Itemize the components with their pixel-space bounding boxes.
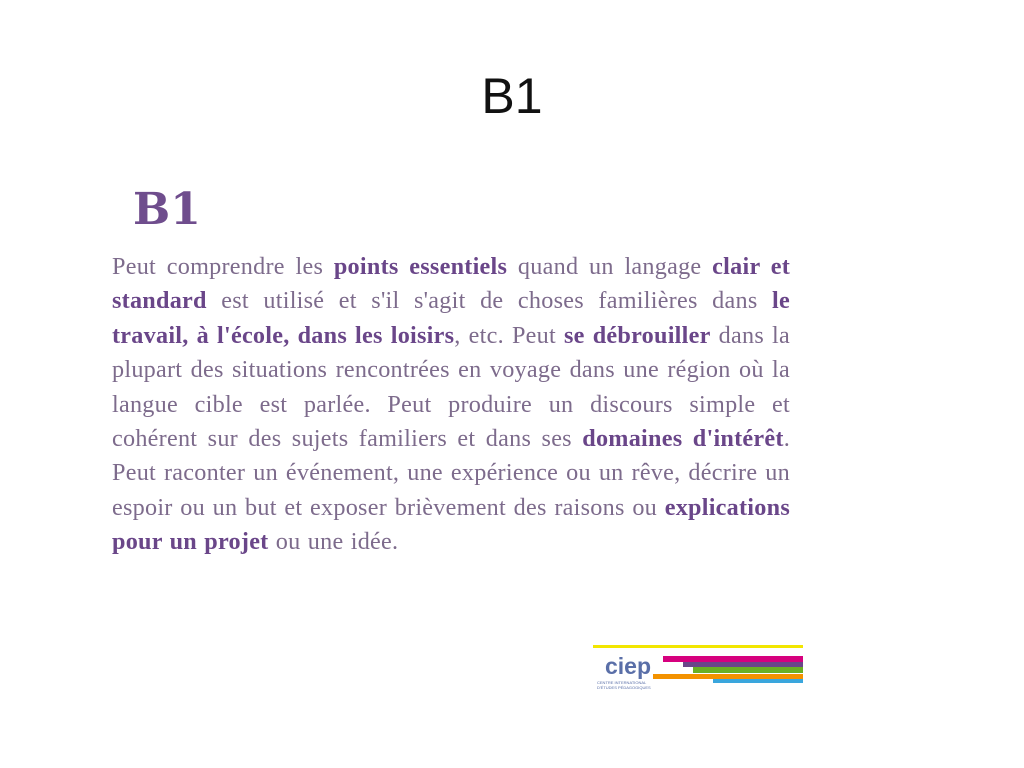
descriptor-text: , etc. Peut xyxy=(454,321,565,349)
descriptor-text: dans la plupart des situations rencontrées en voyage dans une région où la langue cible est parlée. Peut produire un discours simple et cohérent sur des sujets familiers et dans ses xyxy=(112,321,790,453)
descriptor-text: Peut comprendre les xyxy=(112,253,334,280)
logo-stripe-magenta xyxy=(663,656,803,662)
ciep-logo xyxy=(593,643,803,693)
descriptor-text: est utilisé et s'il s'agit de choses familières dans xyxy=(206,287,773,315)
logo-tagline-1: CENTRE INTERNATIONAL xyxy=(597,680,647,685)
descriptor-text: quand un langage xyxy=(507,253,713,280)
descriptor-keyword: explications pour un projet xyxy=(112,493,790,556)
logo-stripe-purple xyxy=(683,662,803,667)
logo-tagline-2: D'ÉTUDES PÉDAGOGIQUES xyxy=(597,685,651,690)
slide-title: B1 xyxy=(481,68,543,124)
logo-stripe-orange xyxy=(653,674,803,679)
descriptor-keyword: domaines d'intérêt xyxy=(582,425,784,453)
descriptor-keyword: se débrouiller xyxy=(564,321,711,349)
descriptor-keyword: clair et standard xyxy=(112,253,791,315)
logo-wordmark: ciep xyxy=(605,653,652,679)
descriptor-keyword: points essentiels xyxy=(333,253,508,280)
logo-stripe-yellow xyxy=(593,645,803,648)
descriptor-text: . Peut raconter un événement, une expérience ou un rêve, décrire un espoir ou un but et exposer brièvement des raisons ou xyxy=(112,425,790,521)
logo-stripe-green xyxy=(693,667,803,673)
descriptor-keyword: le travail, à l'école, dans les loisirs xyxy=(112,287,790,349)
level-heading: B1 xyxy=(133,184,201,235)
descriptor-paragraph xyxy=(112,250,790,560)
logo-stripe-blue xyxy=(713,679,803,683)
descriptor-text: ou une idée. xyxy=(268,528,399,556)
